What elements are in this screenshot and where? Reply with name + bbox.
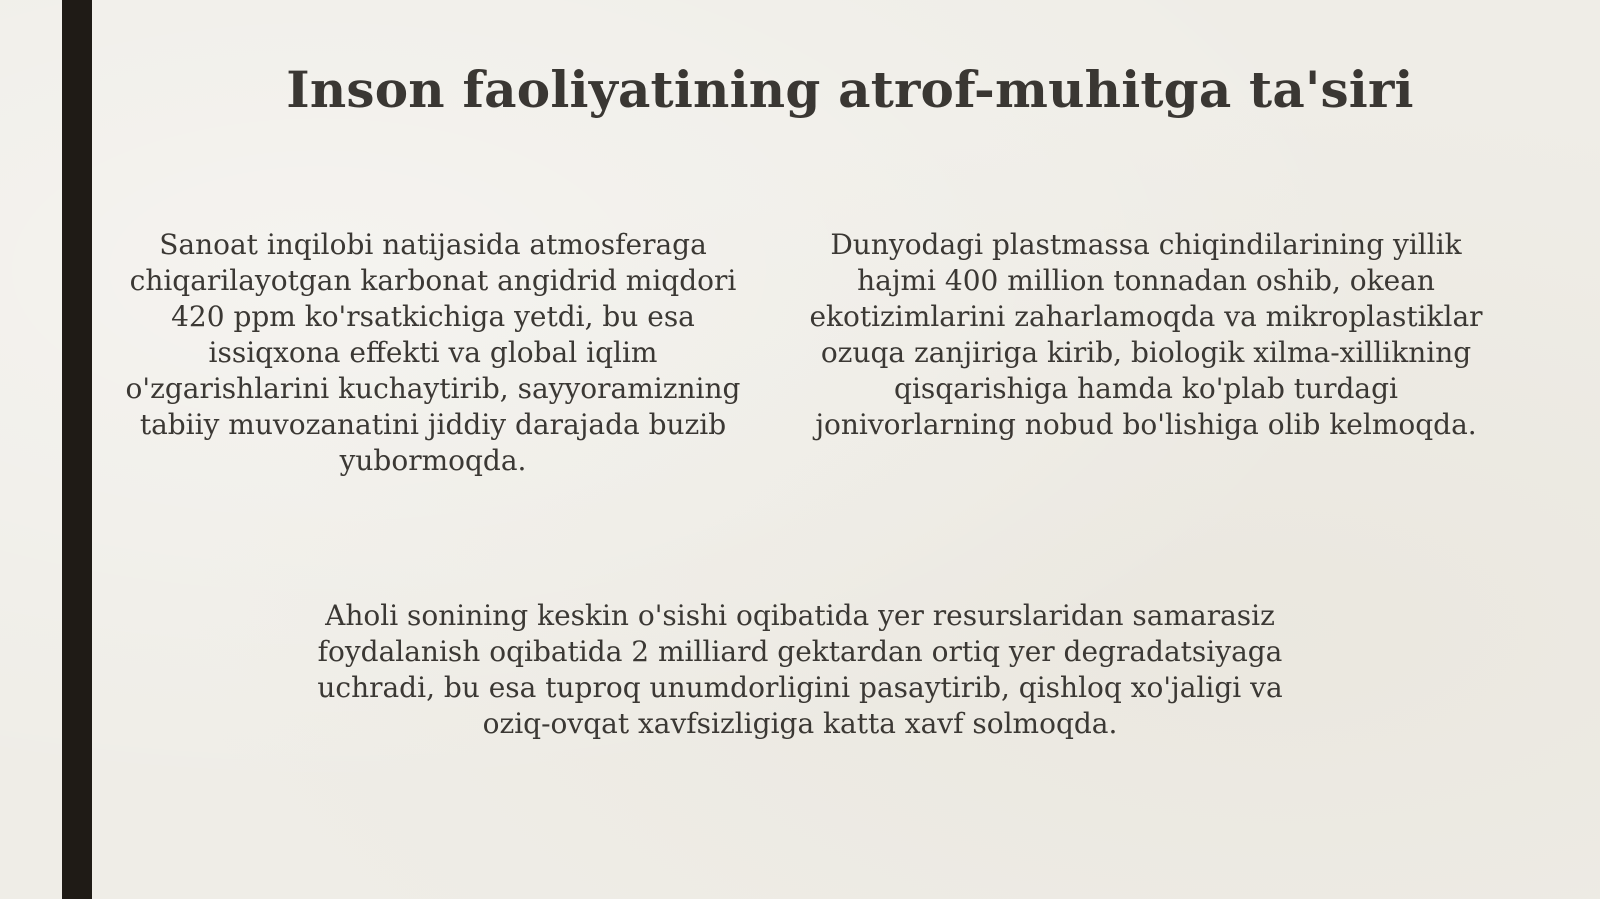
paragraph-land-degradation: Aholi sonining keskin o'sishi oqibatida yer resurslaridan samarasiz foydalanish oqibatida 2 milliard gektardan ortiq yer degradatsiyaga uchradi, bu esa tuproq unumdorligini pasaytirib, qishloq xo'jaligi va oziq-ovqat xavfsizligiga katta xavf solmoqda. <box>317 599 1283 740</box>
slide-title: Inson faoliyatining atrof-muhitga ta'siri <box>286 60 1414 119</box>
paragraph-co2-emissions: Sanoat inqilobi natijasida atmosferaga chiqarilayotgan karbonat angidrid miqdori 420 ppm ko'rsatkichiga yetdi, bu esa issiqxona effekti va global iqlim o'zgarishlarini kuchaytirib, sayyoramizning tabiiy muvozanatini jiddiy darajada buzib yubormoqda. <box>125 228 741 477</box>
accent-bar <box>62 0 92 899</box>
paragraph-plastic-waste: Dunyodagi plastmassa chiqindilarining yillik hajmi 400 million tonnadan oshib, okean ekotizimlarini zaharlamoqda va mikroplastiklar ozuqa zanjiriga kirib, biologik xilma-xillikning qisqarishiga hamda ko'plab turdagi jonivorlarning nobud bo'lishiga olib kelmoqda. <box>809 228 1483 441</box>
